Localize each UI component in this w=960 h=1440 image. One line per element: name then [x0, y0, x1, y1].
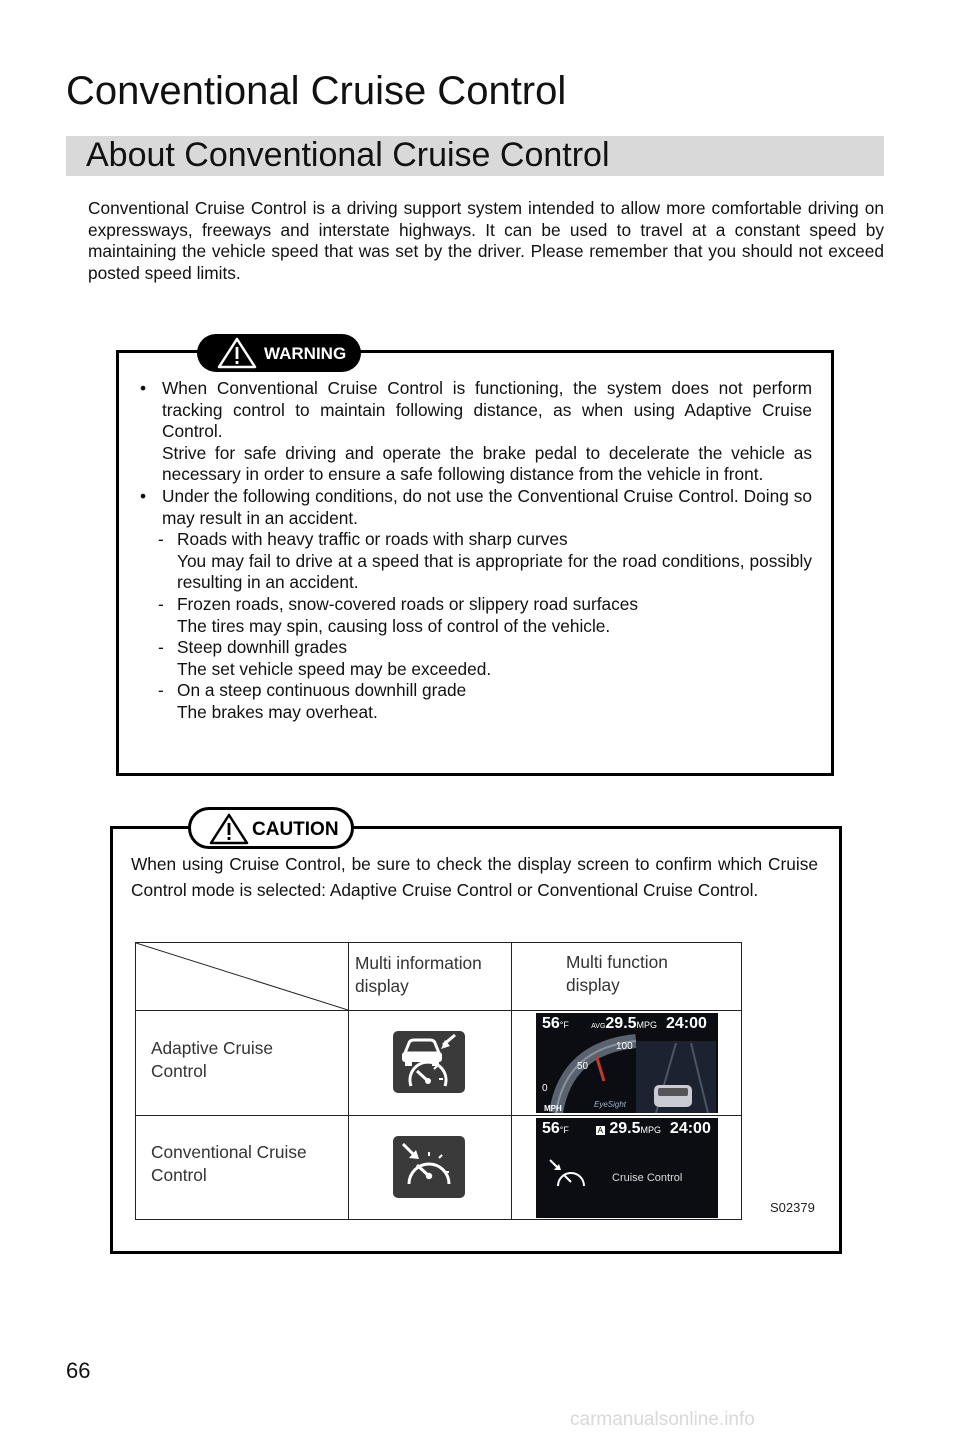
condition-detail: The set vehicle speed may be exceeded.: [177, 658, 492, 679]
figure-code: S02379: [770, 1200, 815, 1215]
svg-text:EyeSight: EyeSight: [594, 1100, 627, 1109]
row-adaptive-cruise-control: Adaptive Cruise Control: [151, 1038, 273, 1081]
header-multi-function-display: Multi function display: [566, 952, 668, 995]
bullet-dot: •: [140, 378, 147, 398]
adaptive-cruise-icon: [393, 1031, 465, 1093]
svg-text:50: 50: [577, 1061, 589, 1072]
warning-bullet-text: When Conventional Cruise Control is functioning, the system does not perform tracking control to maintain following distance, as when using Adaptive Cruise Control.: [162, 378, 812, 442]
mfd-status-bar: 56°F A 29.5MPG 24:00: [542, 1120, 711, 1137]
condition-title: Frozen roads, snow-covered roads or slippery road surfaces: [177, 593, 639, 614]
caution-label: CAUTION: [252, 819, 339, 840]
speedometer-graphic: [536, 1033, 718, 1113]
table-corner-diagonal: [136, 943, 348, 1010]
condition-item: - Roads with heavy traffic or roads with sharp curves: [158, 529, 568, 550]
svg-text:100: 100: [616, 1041, 633, 1052]
conventional-cruise-icon: [393, 1136, 465, 1198]
cruise-gauge-icon: [548, 1158, 592, 1188]
condition-detail: The brakes may overheat.: [177, 701, 378, 722]
caution-triangle-icon: [209, 813, 249, 845]
svg-text:MPH: MPH: [544, 1104, 562, 1113]
adaptive-mfd-screen: [536, 1013, 718, 1113]
watermark: carmanualsonline.info: [570, 1409, 755, 1430]
warning-bullet: [140, 378, 812, 486]
mfd-status-bar: 56°F AVG29.5MPG 24:00: [542, 1015, 707, 1032]
warning-bullet: [140, 486, 812, 529]
condition-title: Steep downhill grades: [177, 637, 348, 658]
caution-badge: [188, 807, 354, 849]
condition-detail: The tires may spin, causing loss of control of the vehicle.: [177, 615, 611, 636]
warning-badge: [197, 334, 361, 372]
page-number: 66: [66, 1358, 91, 1383]
svg-text:0: 0: [542, 1083, 548, 1094]
row-conventional-cruise-control: Conventional Cruise Control: [151, 1142, 307, 1185]
bullet-dot: •: [140, 485, 147, 506]
section-title: About Conventional Cruise Control: [86, 136, 610, 174]
conventional-mfd-screen: [536, 1118, 718, 1218]
warning-triangle-icon: [217, 337, 257, 369]
caution-text: When using Cruise Control, be sure to check the display screen to confirm which Cruise Control mode is selected: Adaptive Cruise Control or Conventional Cruise Control.: [131, 854, 818, 900]
cruise-mode-table: [135, 942, 742, 1220]
page-title: Conventional Cruise Control: [66, 69, 567, 113]
warning-bullet-note: Strive for safe driving and operate the brake pedal to decelerate the vehicle as necessary in order to ensure a safe following distance from the vehicle in front.: [162, 442, 812, 485]
condition-title: On a steep continuous downhill grade: [177, 680, 467, 701]
header-multi-information-display: Multi information display: [355, 953, 482, 996]
warning-label: WARNING: [264, 344, 347, 363]
condition-item: - Frozen roads, snow-covered roads or slippery road surfaces: [158, 593, 639, 614]
condition-title: Roads with heavy traffic or roads with sharp curves: [177, 529, 568, 550]
condition-detail: You may fail to drive at a speed that is appropriate for the road conditions, possibly resulting in an accident.: [177, 550, 812, 593]
warning-bullet-text: Under the following conditions, do not use the Conventional Cruise Control. Doing so may result in an accident.: [162, 485, 812, 528]
condition-item: - On a steep continuous downhill grade: [158, 680, 467, 701]
condition-item: - Steep downhill grades: [158, 637, 348, 658]
warning-content: [140, 378, 812, 724]
cruise-control-label: Cruise Control: [612, 1172, 683, 1184]
intro-paragraph: Conventional Cruise Control is a driving support system intended to allow more comfortable driving on expressways, freeways and interstate highways. It can be used to travel at a constant speed by maintaining the vehicle speed that was set by the driver. Please remember that you should not exceed posted speed limits.: [88, 198, 884, 283]
